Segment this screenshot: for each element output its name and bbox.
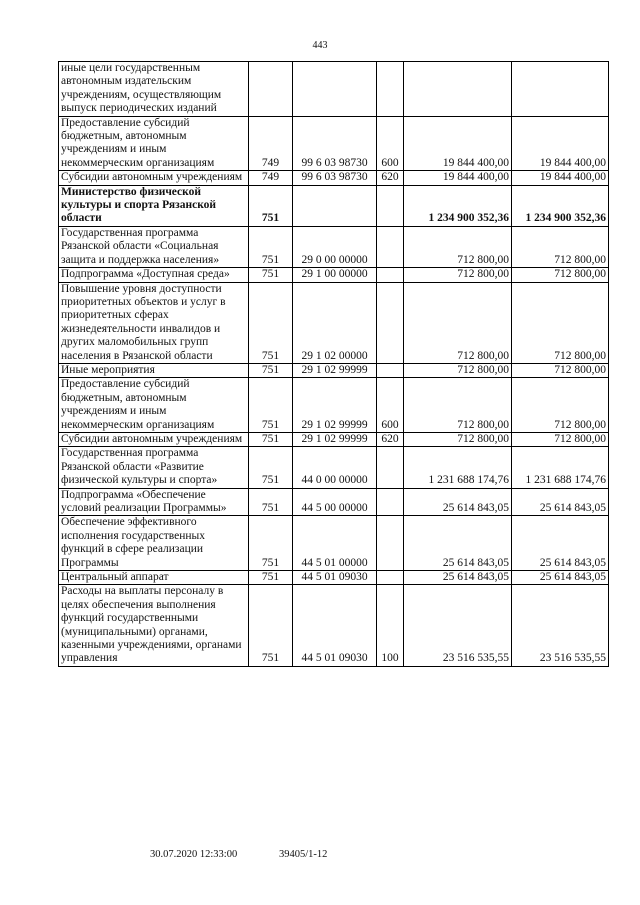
row-name: Расходы на выплаты персоналу в целях обеспечения выполнения функций государственными (муниципальными) органами, казенными учреждениями, органами управления <box>59 585 249 666</box>
row-ministry-code: 751 <box>249 488 293 516</box>
table-row <box>59 62 609 117</box>
row-expense-type <box>377 268 404 282</box>
budget-table <box>58 61 609 667</box>
row-target-article: 44 5 01 09030 <box>293 585 377 666</box>
row-ministry-code <box>249 62 293 117</box>
row-amount-1: 1 234 900 352,36 <box>404 185 512 226</box>
footer-datetime: 30.07.2020 12:33:00 <box>150 849 238 860</box>
row-expense-type <box>377 516 404 571</box>
row-amount-2: 1 231 688 174,76 <box>512 447 609 488</box>
row-amount-1: 19 844 400,00 <box>404 116 512 171</box>
row-name: Подпрограмма «Доступная среда» <box>59 268 249 282</box>
row-name: Центральный аппарат <box>59 571 249 585</box>
row-amount-2: 23 516 535,55 <box>512 585 609 666</box>
page-number: 443 <box>312 40 328 51</box>
row-amount-2: 19 844 400,00 <box>512 171 609 185</box>
row-target-article: 29 0 00 00000 <box>293 226 377 267</box>
table-row-ministry <box>59 185 609 226</box>
row-expense-type: 600 <box>377 116 404 171</box>
row-amount-2: 25 614 843,05 <box>512 571 609 585</box>
row-ministry-code: 751 <box>249 571 293 585</box>
row-expense-type: 600 <box>377 378 404 433</box>
row-target-article: 29 1 02 99999 <box>293 378 377 433</box>
row-name: Государственная программа Рязанской области «Социальная защита и поддержка населения» <box>59 226 249 267</box>
row-target-article: 29 1 02 99999 <box>293 432 377 446</box>
row-amount-1 <box>404 62 512 117</box>
table-row <box>59 432 609 446</box>
row-amount-1: 23 516 535,55 <box>404 585 512 666</box>
row-expense-type: 620 <box>377 171 404 185</box>
row-ministry-code: 751 <box>249 185 293 226</box>
row-target-article: 44 0 00 00000 <box>293 447 377 488</box>
row-amount-1: 712 800,00 <box>404 268 512 282</box>
row-expense-type <box>377 226 404 267</box>
row-amount-2 <box>512 62 609 117</box>
row-ministry-code: 749 <box>249 171 293 185</box>
table-row <box>59 171 609 185</box>
footer-doc-number: 39405/1-12 <box>279 849 328 860</box>
row-target-article: 29 1 02 99999 <box>293 363 377 377</box>
row-amount-2: 25 614 843,05 <box>512 488 609 516</box>
row-amount-2: 25 614 843,05 <box>512 516 609 571</box>
row-target-article: 29 1 00 00000 <box>293 268 377 282</box>
row-amount-2: 1 234 900 352,36 <box>512 185 609 226</box>
row-ministry-code: 751 <box>249 226 293 267</box>
row-target-article: 44 5 01 09030 <box>293 571 377 585</box>
row-expense-type <box>377 363 404 377</box>
table-row <box>59 116 609 171</box>
table-row <box>59 516 609 571</box>
row-ministry-code: 751 <box>249 282 293 363</box>
table-row <box>59 378 609 433</box>
row-target-article <box>293 62 377 117</box>
row-ministry-code: 751 <box>249 447 293 488</box>
row-amount-2: 712 800,00 <box>512 268 609 282</box>
table-row <box>59 447 609 488</box>
row-expense-type <box>377 62 404 117</box>
row-target-article: 29 1 02 00000 <box>293 282 377 363</box>
row-target-article: 44 5 01 00000 <box>293 516 377 571</box>
row-amount-1: 712 800,00 <box>404 432 512 446</box>
row-ministry-code: 751 <box>249 585 293 666</box>
row-name: Государственная программа Рязанской области «Развитие физической культуры и спорта» <box>59 447 249 488</box>
row-amount-2: 712 800,00 <box>512 432 609 446</box>
row-name: Подпрограмма «Обеспечение условий реализации Программы» <box>59 488 249 516</box>
row-name: Иные мероприятия <box>59 363 249 377</box>
row-target-article: 99 6 03 98730 <box>293 171 377 185</box>
row-amount-1: 712 800,00 <box>404 226 512 267</box>
row-amount-1: 19 844 400,00 <box>404 171 512 185</box>
row-name: иные цели государственным автономным издательским учреждениям, осуществляющим выпуск периодических изданий <box>59 62 249 117</box>
table-row <box>59 268 609 282</box>
row-amount-2: 19 844 400,00 <box>512 116 609 171</box>
row-expense-type <box>377 571 404 585</box>
row-amount-2: 712 800,00 <box>512 363 609 377</box>
row-name: Субсидии автономным учреждениям <box>59 171 249 185</box>
row-expense-type <box>377 185 404 226</box>
row-ministry-code: 751 <box>249 363 293 377</box>
row-amount-1: 25 614 843,05 <box>404 516 512 571</box>
row-expense-type <box>377 488 404 516</box>
row-amount-2: 712 800,00 <box>512 282 609 363</box>
row-name: Обеспечение эффективного исполнения государственных функций в сфере реализации Программы <box>59 516 249 571</box>
row-ministry-code: 751 <box>249 432 293 446</box>
row-name: Повышение уровня доступности приоритетных объектов и услуг в приоритетных сферах жизнедеятельности инвалидов и других маломобильных групп населения в Рязанской области <box>59 282 249 363</box>
row-expense-type <box>377 447 404 488</box>
row-target-article: 99 6 03 98730 <box>293 116 377 171</box>
row-amount-1: 712 800,00 <box>404 282 512 363</box>
row-target-article <box>293 185 377 226</box>
row-ministry-code: 751 <box>249 516 293 571</box>
row-target-article: 44 5 00 00000 <box>293 488 377 516</box>
row-ministry-code: 751 <box>249 268 293 282</box>
row-name: Министерство физической культуры и спорта Рязанской области <box>59 185 249 226</box>
table-row <box>59 282 609 363</box>
row-ministry-code: 751 <box>249 378 293 433</box>
row-amount-1: 25 614 843,05 <box>404 571 512 585</box>
row-amount-2: 712 800,00 <box>512 226 609 267</box>
row-expense-type <box>377 282 404 363</box>
table-row <box>59 488 609 516</box>
row-amount-1: 1 231 688 174,76 <box>404 447 512 488</box>
table-row <box>59 585 609 666</box>
row-name: Предоставление субсидий бюджетным, автономным учреждениям и иным некоммерческим организациям <box>59 116 249 171</box>
row-name: Субсидии автономным учреждениям <box>59 432 249 446</box>
row-amount-1: 712 800,00 <box>404 378 512 433</box>
table-row <box>59 363 609 377</box>
row-amount-2: 712 800,00 <box>512 378 609 433</box>
row-amount-1: 25 614 843,05 <box>404 488 512 516</box>
row-ministry-code: 749 <box>249 116 293 171</box>
row-amount-1: 712 800,00 <box>404 363 512 377</box>
table-row <box>59 226 609 267</box>
row-name: Предоставление субсидий бюджетным, автономным учреждениям и иным некоммерческим организациям <box>59 378 249 433</box>
row-expense-type: 620 <box>377 432 404 446</box>
row-expense-type: 100 <box>377 585 404 666</box>
table-row <box>59 571 609 585</box>
table-body <box>59 62 609 667</box>
